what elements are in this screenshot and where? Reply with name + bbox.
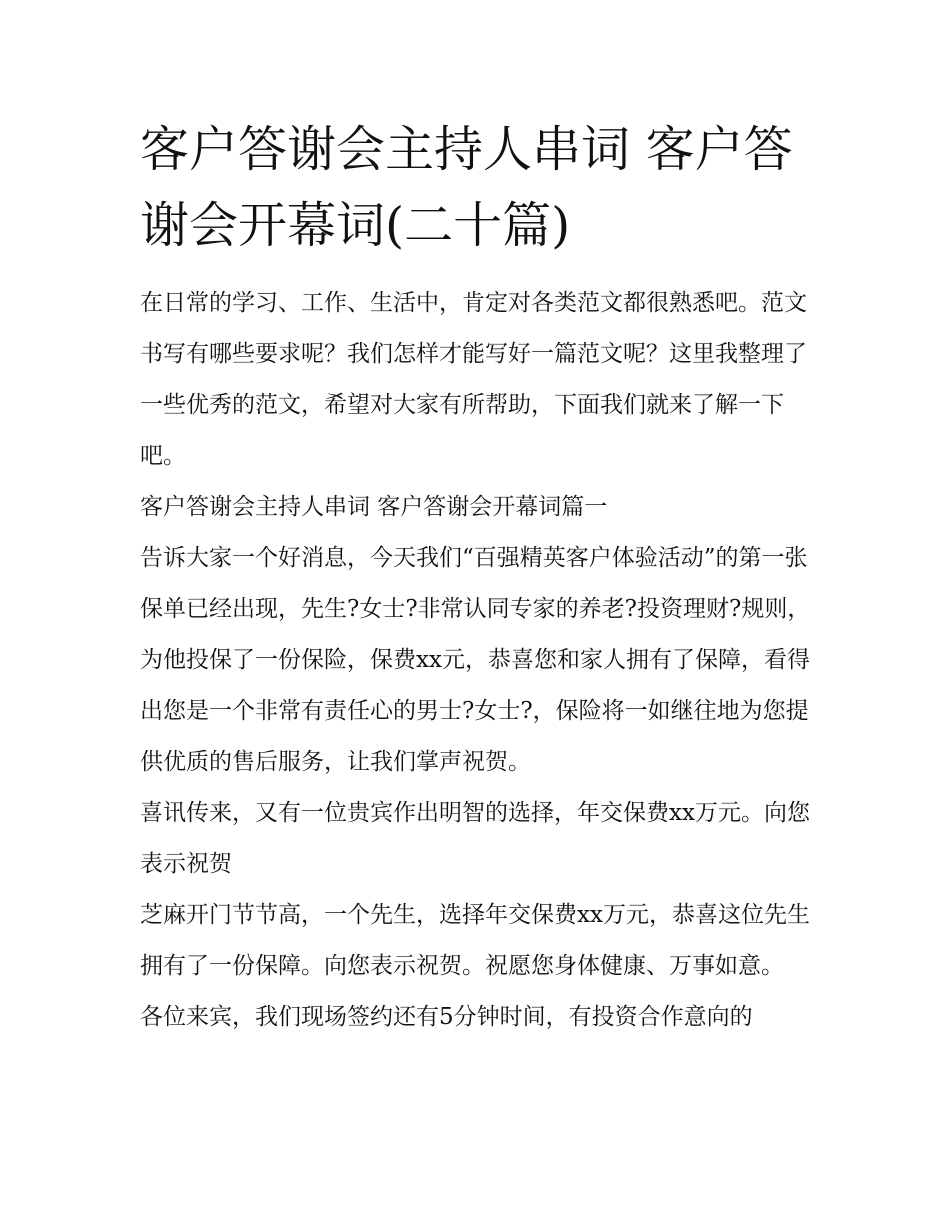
body-paragraph: 告诉大家一个好消息，今天我们“百强精英客户体验活动”的第一张保单已经出现，先生?女士?非常认同专家的养老?投资理财?规则，为他投保了一份保险，保费xx元，恭喜您和家人拥有了保障，看得出您是一个非常有责任心的男士?女士?，保险将一如继往地为您提供优质的售后服务，让我们掌声祝贺。 xyxy=(140,545,811,775)
section-heading: 客户答谢会主持人串词 客户答谢会开幕词篇一 xyxy=(140,494,608,520)
body-paragraph: 芝麻开门节节高，一个先生，选择年交保费xx万元，恭喜这位先生拥有了一份保障。向您表示祝贺。祝愿您身体健康、万事如意。 xyxy=(140,902,810,979)
document-title: 客户答谢会主持人串词 客户答谢会开幕词(二十篇) xyxy=(140,121,793,254)
body-paragraph: 各位来宾，我们现场签约还有5分钟时间，有投资合作意向的 xyxy=(140,1004,753,1030)
intro-paragraph: 在日常的学习、工作、生活中，肯定对各类范文都很熟悉吧。范文书写有哪些要求呢？我们怎样才能写好一篇范文呢？这里我整理了一些优秀的范文，希望对大家有所帮助，下面我们就来了解一下吧。 xyxy=(140,290,807,469)
body-paragraph: 喜讯传来，又有一位贵宾作出明智的选择，年交保费xx万元。向您表示祝贺 xyxy=(140,800,810,877)
document-body xyxy=(140,278,820,1043)
